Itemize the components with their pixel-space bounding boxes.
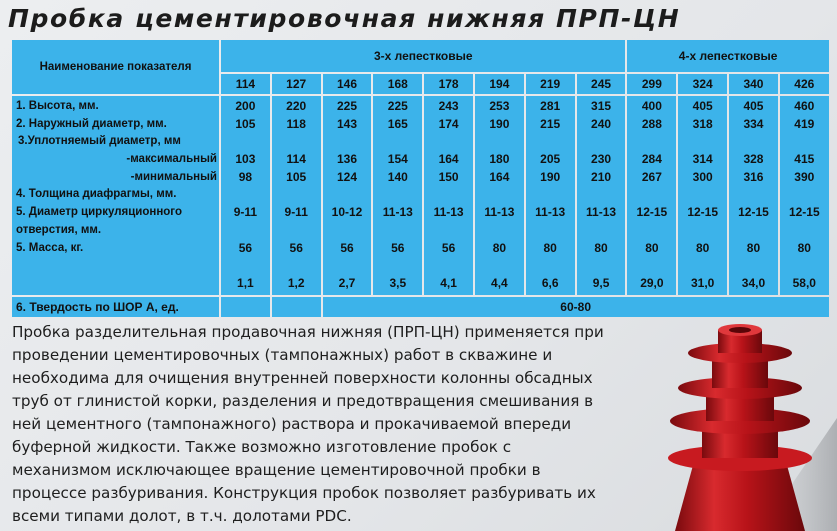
size-header-cell: 194 [475,74,524,94]
table-value: 200 [235,99,256,113]
description-line: всеми типами долот, в т.ч. долотами PDC. [12,507,352,525]
parameter-name: 5. Масса, кг. [16,241,84,254]
table-value [223,257,268,275]
table-value [426,257,471,275]
group-header-3-petal: 3-х лепестковые [221,40,625,72]
table-value [223,222,268,240]
cementing-plug-image [640,308,837,531]
table-value: 4,4 [491,275,508,290]
product-description [12,321,612,528]
table-value: 2,7 [338,275,356,290]
table-value [629,133,674,151]
size-header-cell: 168 [373,74,422,94]
table-value: 3,5 [389,275,407,290]
table-value [579,186,624,204]
value-column-cell [526,96,575,295]
table-value [426,222,471,240]
hardness-empty-cell [272,297,321,317]
table-value [477,133,522,151]
table-value [274,222,319,240]
table-value: 10-12 [331,205,363,220]
table-value: 225 [387,99,408,113]
description-line: механизмом исключающее вращение цементировочной пробки в [12,461,541,479]
table-value: 143 [336,116,357,131]
table-value: 400 [641,99,662,113]
table-value: 56 [340,240,354,255]
table-value: 190 [540,169,561,184]
table-value: 9-11 [233,205,258,220]
table-value: 80 [696,240,710,255]
table-value: 1,2 [287,275,305,290]
size-header-cell: 426 [780,74,829,94]
table-value: 460 [794,99,815,113]
table-value [223,186,268,204]
parameter-name: 1. Высота, мм. [16,100,99,112]
table-value [477,186,522,204]
size-header-cell: 146 [323,74,372,94]
table-value: 190 [489,116,510,131]
table-value: 315 [591,99,612,113]
table-value: 105 [286,169,307,184]
table-value [477,257,522,275]
table-value: 31,0 [691,275,715,290]
table-value [579,222,624,240]
value-column-cell [424,96,473,295]
table-value: 240 [591,116,612,131]
parameter-names-cell [12,96,219,295]
description-line: ней цементного (тампонажного) раствора и прокачиваемой впереди [12,415,572,433]
table-value: 164 [438,152,459,167]
table-value: 12-15 [788,205,820,220]
hardness-label: 6. Твердость по ШОР А, ед. [12,297,219,317]
table-value [629,186,674,204]
table-value: 56 [391,240,405,255]
table-value: 124 [336,169,357,184]
description-line: Пробка разделительная продавочная нижняя (ПРП-ЦН) применяется при [12,323,604,341]
table-value [731,133,776,151]
table-value [477,222,522,240]
table-value: 318 [692,116,713,131]
table-value [528,186,573,204]
table-value: 34,0 [741,275,766,290]
table-value: 58,0 [792,275,816,290]
parameter-name: 2. Наружный диаметр, мм. [16,117,167,130]
table-value: 56 [289,240,303,255]
description-line: буферной жидкости. Также возможно изготовление пробок с [12,438,512,456]
description-line: необходима для очищения внутренней поверхности колонны обсадных [12,369,593,387]
table-value: 415 [794,152,815,167]
table-value: 11-13 [433,205,464,220]
table-header-row [12,40,829,72]
table-value: 225 [336,99,357,113]
table-value [579,257,624,275]
hardness-empty-cell [221,297,270,317]
table-value [274,133,319,151]
table-value: 154 [387,152,408,167]
value-column-cell [577,96,626,295]
size-header-cell: 219 [526,74,575,94]
description-line: труб от глинистой корки, разделения и предотвращения смешивания в [12,392,594,410]
table-value: 390 [794,169,815,184]
parameter-name: 5. Диаметр циркуляционного [16,206,182,219]
value-column-cell [221,96,270,295]
value-column-cell [373,96,422,295]
parameter-name [16,275,217,293]
table-value: 230 [591,152,612,167]
table-value: 314 [692,152,713,167]
table-value [579,133,624,151]
table-value: 80 [594,240,608,255]
table-value: 11-13 [382,205,413,220]
table-value [782,257,827,275]
table-value: 80 [645,240,659,255]
table-value [680,133,725,151]
table-value: 174 [438,116,459,131]
table-value [426,186,471,204]
table-value: 80 [797,240,811,255]
table-value: 267 [641,169,662,184]
table-value: 136 [336,152,357,167]
table-value [528,133,573,151]
parameter-name: -максимальный [126,153,217,166]
size-header-cell: 114 [221,74,270,94]
name-column-header: Наименование показателя [12,40,219,94]
table-value: 205 [540,152,561,167]
table-value [528,257,573,275]
table-value [782,186,827,204]
table-value [680,222,725,240]
table-value: 80 [492,240,507,255]
table-value: 164 [489,169,510,184]
table-value: 243 [438,99,459,113]
table-value [680,257,725,275]
table-value [782,133,827,151]
table-value: 150 [438,169,459,184]
value-column-cell [678,96,727,295]
table-value [274,257,319,275]
table-value: 11-13 [586,205,617,220]
table-value [375,186,420,204]
value-column-cell [323,96,372,295]
table-value: 215 [540,116,561,131]
table-value [731,186,776,204]
size-header-cell: 245 [577,74,626,94]
value-column-cell [729,96,778,295]
value-column-cell [780,96,829,295]
group-header-4-petal: 4-х лепестковые [627,40,828,72]
table-value [426,133,471,151]
table-value [325,257,370,275]
parameter-name [16,257,217,275]
table-body-row [12,96,829,295]
table-value [782,222,827,240]
size-header-cell: 127 [272,74,321,94]
table-value: 140 [387,169,408,184]
table-value: 300 [692,169,713,184]
table-value [325,133,370,151]
table-value: 253 [489,99,510,113]
size-header-cell: 178 [424,74,473,94]
table-value [375,133,420,151]
table-value [680,186,725,204]
table-value: 288 [641,116,662,131]
table-value: 419 [794,116,815,131]
table-value: 165 [387,116,408,131]
value-column-cell [627,96,676,295]
table-value: 80 [543,240,557,255]
table-value [629,257,674,275]
table-value: 56 [441,240,456,255]
table-value: 105 [235,116,256,131]
hardness-value: 60-80 [323,297,829,317]
table-value: 103 [235,152,256,167]
table-value: 284 [641,152,662,167]
table-value: 6,6 [541,275,559,290]
table-value: 11-13 [484,205,515,220]
table-value [375,222,420,240]
parameter-name: 4. Толщина диафрагмы, мм. [16,188,177,201]
table-value: 98 [238,169,253,184]
table-value: 9,5 [592,275,610,290]
table-value: 328 [743,152,764,167]
size-header-cell: 324 [678,74,727,94]
table-value [528,222,573,240]
table-value: 80 [746,240,761,255]
table-value: 281 [540,99,561,113]
table-value [629,222,674,240]
table-value [325,222,370,240]
table-value: 118 [286,116,306,131]
table-value: 12-15 [687,205,719,220]
table-value: 220 [286,99,307,113]
value-column-cell [272,96,321,295]
table-value: 405 [743,99,764,113]
table-value [731,257,776,275]
table-value: 4,1 [440,275,457,290]
parameter-name: 3.Уплотняемый диаметр, мм [18,135,181,148]
table-value [274,186,319,204]
table-value [375,257,420,275]
table-value [325,186,370,204]
table-value: 56 [238,240,253,255]
table-value: 114 [286,152,306,167]
value-column-cell [475,96,524,295]
table-value: 12-15 [636,205,668,220]
size-header-cell: 340 [729,74,778,94]
table-value [223,133,268,151]
table-value: 12-15 [738,205,769,220]
table-value: 334 [743,116,764,131]
spec-table [10,38,831,319]
table-value: 405 [692,99,713,113]
table-value [731,222,776,240]
parameter-name: отверстия, мм. [16,223,102,236]
table-value: 180 [489,152,510,167]
description-line: процессе разбуривания. Конструкция пробок позволяет разбуривать их [12,484,596,502]
page-title: Пробка цементировочная нижняя ПРП-ЦН [8,4,681,33]
parameter-name: -минимальный [130,170,217,183]
table-value: 11-13 [535,205,566,220]
description-line: проведении цементировочных (тампонажных) работ в скважине и [12,346,553,364]
size-header-cell: 299 [627,74,676,94]
table-value: 316 [743,169,764,184]
table-value: 210 [591,169,612,184]
table-value: 9-11 [284,205,308,220]
table-value: 1,1 [237,275,254,290]
table-value: 29,0 [640,275,664,290]
